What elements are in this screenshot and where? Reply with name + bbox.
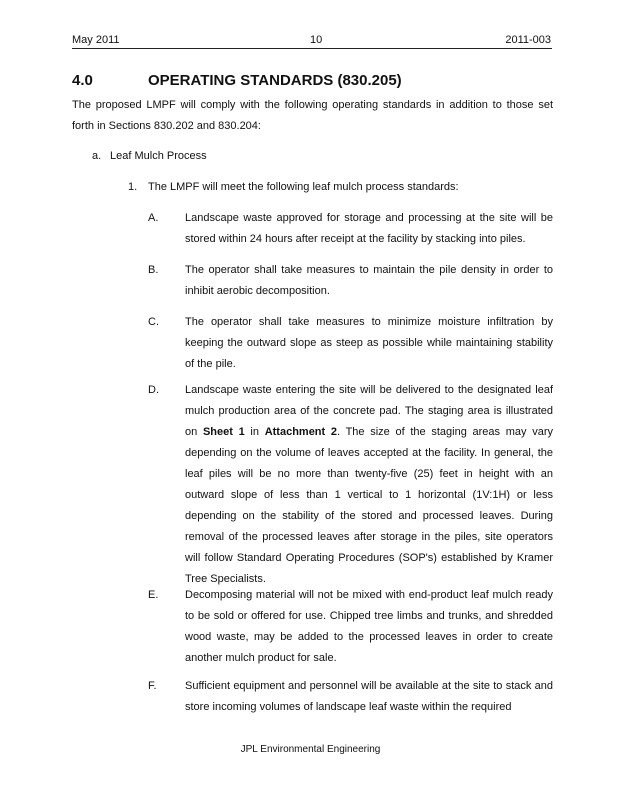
list-item-e [148,585,553,669]
header-date: May 2011 [72,34,120,46]
item-text [185,380,553,590]
subsection-1-label: 1. [128,181,138,193]
section-heading [72,72,402,89]
list-item-c [148,312,553,375]
subsection-a-label: a. [92,150,102,162]
item-text: Landscape waste approved for storage and processing at the site will be stored within 24 hours after receipt at the facility by stacking into piles. [185,212,553,245]
header-rule [72,48,552,49]
item-label: F. [148,680,157,692]
header-page-number: 10 [310,34,323,46]
list-item-f [148,676,553,718]
header-doc-number: 2011-003 [505,34,551,46]
item-text: Decomposing material will not be mixed with end-product leaf mulch ready to be sold or offered for use. Chipped tree limbs and trunks, and shredded wood waste, may be added to the processed leaves in order to create another mulch product for sale. [185,589,553,664]
item-text-part: in [244,426,265,438]
item-label: E. [148,589,159,601]
item-label: A. [148,212,159,224]
footer: JPL Environmental Engineering [240,744,381,755]
subsection-a [92,150,207,162]
item-label: B. [148,264,159,276]
section-title: OPERATING STANDARDS (830.205) [148,72,402,89]
item-label: C. [148,316,159,328]
item-text-part: Landscape waste entering the site will be delivered to the designated leaf mulch production area of the concrete pad. The staging area is illustrated on [185,384,553,438]
item-text: Sufficient equipment and personnel will be available at the site to stack and store incoming volumes of landscape leaf waste within the required [185,680,553,713]
item-text: The operator shall take measures to maintain the pile density in order to inhibit aerobic decomposition. [185,264,553,297]
subsection-a-text: Leaf Mulch Process [110,150,207,162]
list-item-a [148,208,553,250]
item-text: The operator shall take measures to minimize moisture infiltration by keeping the outward slope as steep as possible while maintaining stability of the pile. [185,316,553,370]
item-label: D. [148,384,159,396]
list-item-d [148,380,553,590]
sheet-reference: Sheet 1 [202,426,245,438]
item-text-part: . The size of the staging areas may vary depending on the volume of leaves accepted at the facility. In general, the leaf piles will be no more than twenty-five (25) feet in height with an outward slope of less than 1 vertical to 1 horizontal (1V:1H) or less depending on the stability of the stored and processed leaves. During removal of the processed leaves after storage in the piles, site operators will follow Standard Operating Procedures (SOP's) established by Kramer Tree Specialists. [185,426,553,585]
subsection-1 [128,181,459,193]
list-item-b [148,260,553,302]
attachment-reference: Attachment 2 [264,426,338,438]
subsection-1-text: The LMPF will meet the following leaf mulch process standards: [148,181,459,193]
intro-paragraph: The proposed LMPF will comply with the following operating standards in addition to those set forth in Sections 830.202 and 830.204: [72,99,553,132]
section-number: 4.0 [72,72,93,89]
